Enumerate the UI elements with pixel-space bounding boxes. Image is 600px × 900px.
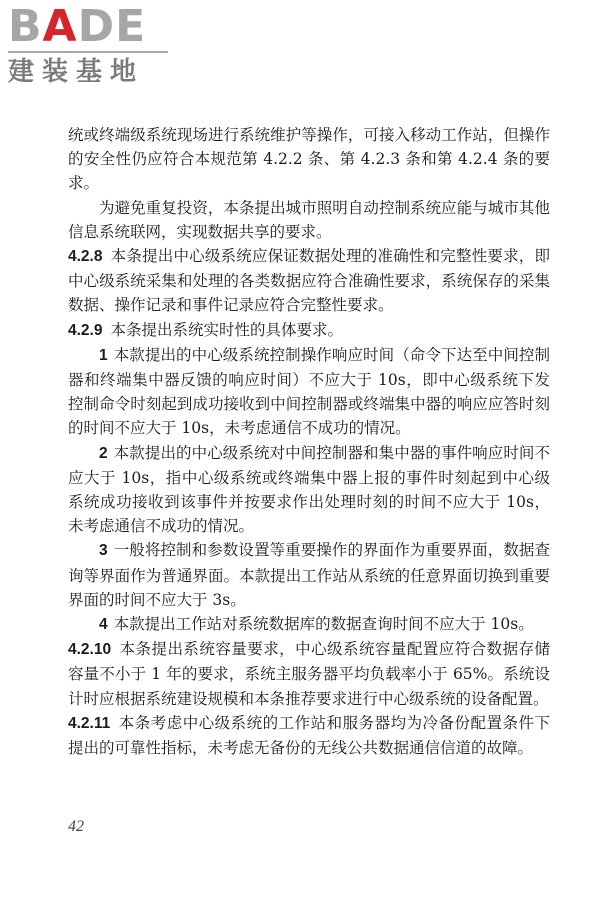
subclause-1: 1 本款提出的中心级系统控制操作响应时间（命令下达至中间控制器和终端集中器反馈的响应时间）不应大于 10s，即中心级系统下发控制命令时刻起到成功接收到中间控制器或终端集中器的响应应答时刻的时间不应大于 10s，未考虑通信不成功的情况。 <box>68 345 550 438</box>
clause-4-2-11: 4.2.11 本条考虑中心级系统的工作站和服务器均为冷备份配置条件下提出的可靠性指标，未考虑无备份的无线公共数据通信信道的故障。 <box>68 713 550 758</box>
subclause-2: 2 本款提出的中心级系统对中间控制器和集中器的事件响应时间不应大于 10s，指中心级系统或终端集中器上报的事件时刻起到中心级系统成功接收到该事件并按要求作出处理时刻的时间不应大于 10s，未考虑通信不成功的情况。 <box>68 443 550 536</box>
brand-logo <box>8 1 178 89</box>
logo-subtitle: 建装基地 <box>8 57 145 87</box>
subclause-number: 1 <box>99 346 108 364</box>
logo-wordmark: BADE <box>8 1 147 52</box>
subclause-number: 2 <box>99 444 108 462</box>
clause-4-2-9: 4.2.9 本条提出系统实时性的具体要求。 <box>68 320 343 339</box>
clause-number: 4.2.10 <box>68 641 112 659</box>
clause-4-2-8: 4.2.8 本条提出中心级系统应保证数据处理的准确性和完整性要求，即中心级系统采集和处理的各类数据应符合准确性要求，系统保存的采集数据、操作记录和事件记录应符合完整性要求。 <box>68 247 550 315</box>
page-number: 42 <box>68 818 84 835</box>
paragraph-continuation: 统或终端级系统现场进行系统维护等操作，可接入移动工作站，但操作的安全性仍应符合本规范第 4.2.2 条、第 4.2.3 条和第 4.2.4 条的要求。 <box>68 126 550 193</box>
document-body <box>68 123 550 760</box>
subclause-number: 3 <box>99 542 108 560</box>
paragraph: 为避免重复投资，本条提出城市照明自动控制系统应能与城市其他信息系统联网，实现数据共享的要求。 <box>68 198 550 241</box>
subclause-3: 3 一般将控制和参数设置等重要操作的界面作为重要界面，数据查询等界面作为普通界面。本款提出工作站从系统的任意界面切换到重要界面的时间不应大于 3s。 <box>68 541 550 609</box>
clause-number: 4.2.11 <box>68 714 111 732</box>
subclause-number: 4 <box>99 616 108 634</box>
clause-number: 4.2.8 <box>68 248 103 266</box>
subclause-4: 4 本款提出工作站对系统数据库的数据查询时间不应大于 10s。 <box>99 615 534 634</box>
clause-4-2-10: 4.2.10 本条提出系统容量要求，中心级系统容量配置应符合数据存储容量不小于 1 年的要求，系统主服务器平均负载率小于 65%。系统设计时应根据系统建设规模和本条推荐要求进行中心级系统的设备配置。 <box>68 640 550 708</box>
clause-number: 4.2.9 <box>68 321 103 339</box>
